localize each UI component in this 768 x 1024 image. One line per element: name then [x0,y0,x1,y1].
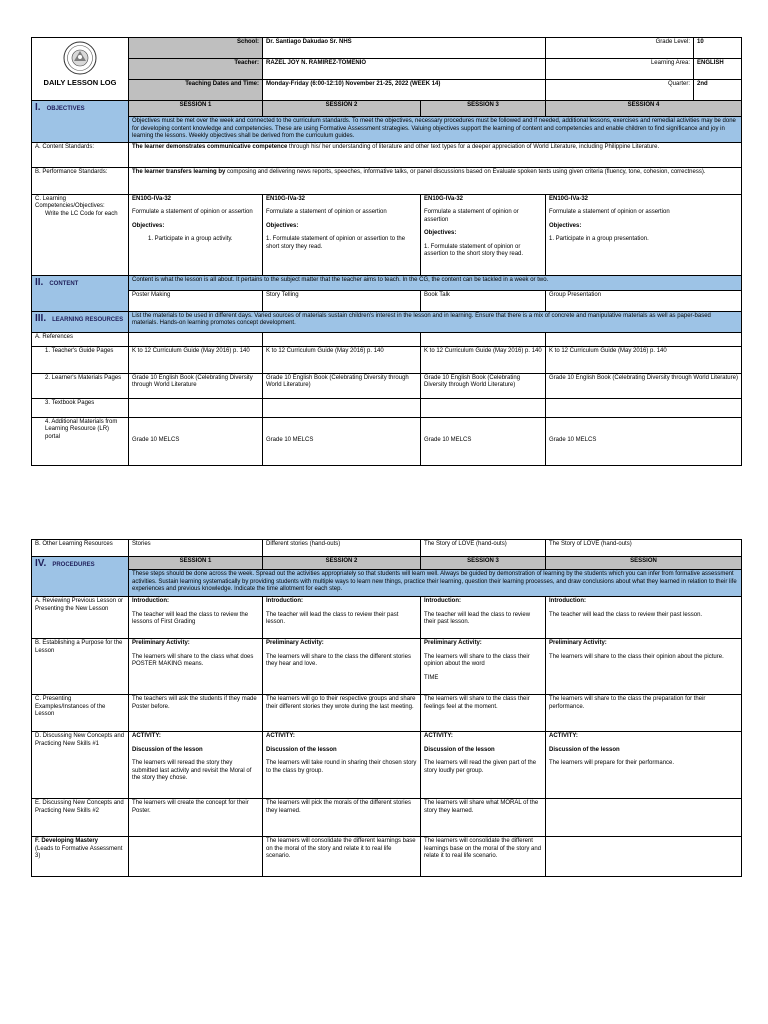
mastery-session-3: The learners will consolidate the different learnings base on the moral of the story and relate it to real life scenario. [421,837,546,877]
teachers-guide-label: 1. Teacher's Guide Pages [32,346,129,373]
session-3-header: SESSION 3 [421,101,546,117]
purpose-session-1: Preliminary Activity: The learners will share to the class what does POSTER MAKING means. [129,639,263,695]
content-session-4: Group Presentation [546,290,742,311]
examples-session-1: The teachers will ask the students if they made Poster before. [129,695,263,732]
discussing-concepts-1-label: D. Discussing New Concepts and Practicing New Skills #1 [32,732,129,799]
grade-level-value: 10 [694,38,742,59]
purpose-session-3: Preliminary Activity: The learners will share to the class their opinion about the word TIME [421,639,546,695]
mastery-session-2: The learners will consolidate the different learnings base on the moral of the story and relate it to real life scenario. [263,837,421,877]
additional-materials-session-1: Grade 10 MELCS [129,417,263,465]
additional-materials-session-2: Grade 10 MELCS [263,417,421,465]
references-label: A. References [32,332,129,346]
session-4-header: SESSION 4 [546,101,742,117]
discussing-concepts-2-label: E. Discussing New Concepts and Practicing New Skills #2 [32,799,129,837]
mastery-session-4 [546,837,742,877]
lesson-log-table-part1 [31,37,742,466]
objectives-heading: I. OBJECTIVES [32,101,129,143]
objectives-note: Objectives must be met over the week and connected to the curriculum standards. To meet the objectives, necessary procedures must be followed and if needed, additional lessons, exercises and remedial activities may be done for developing content knowledge and competencies. These are using Formative Assessment strategies. Valuing objectives support the learning of content and competencies and enable children to find significance and joy in learning the lessons. Weekly objectives shall be derived from the curriculum guides. [129,117,742,143]
discussing-2-session-4 [546,799,742,837]
discussing-1-session-1: ACTIVITY: Discussion of the lesson The learners will reread the story they submitted last activity and revisit the Moral of the story they chose. [129,732,263,799]
competency-session-4: EN10G-IVa-32 Formulate a statement of opinion or assertion Objectives: 1. Participate in a group presentation. [546,194,742,275]
performance-standards-text: The learner transfers learning by composing and delivering news reports, speeches, informative talks, or panel discussions based on Evaluate spoken texts using given criteria (fluency, tone, cohesion, correctness). [129,167,742,194]
examples-session-3: The learners will share to the class their feelings feel at the moment. [421,695,546,732]
textbook-pages-label: 3. Textbook Pages [32,398,129,417]
lesson-log-table-part2 [31,539,742,877]
session-2-header: SESSION 2 [263,101,421,117]
proc-session-3-header: SESSION 3 [421,557,546,570]
purpose-session-2: Preliminary Activity: The learners will share to the class the different stories they hear and love. [263,639,421,695]
content-session-1: Poster Making [129,290,263,311]
teachers-guide-session-4: K to 12 Curriculum Guide (May 2016) p. 140 [546,346,742,373]
developing-mastery-label: F. Developing Mastery (Leads to Formative Assessment 3) [32,837,129,877]
learning-area-value: ENGLISH [694,59,742,80]
other-resources-session-1: Stories [129,540,263,557]
school-label: School: [129,38,263,59]
teachers-guide-session-2: K to 12 Curriculum Guide (May 2016) p. 140 [263,346,421,373]
proc-session-1-header: SESSION 1 [129,557,263,570]
additional-materials-session-4: Grade 10 MELCS [546,417,742,465]
reviewing-lesson-label: A. Reviewing Previous Lesson or Presenting the New Lesson [32,597,129,639]
other-resources-session-4: The Story of LOVE (hand-outs) [546,540,742,557]
procedures-note: These steps should be done across the week. Spread out the activities appropriately so that students will learn well. Always be guided by demonstration of learning by the students which you can infer from formative assessment activities. Sustain learning systematically by providing students with multiple ways to learn new things, practice their learning, question their learning processes, and draw conclusions about what they learned in relation to their life experiences and previous knowledge. Indicate the time allotment for each step. [129,570,742,597]
proc-session-2-header: SESSION 2 [263,557,421,570]
learning-area-label: Learning Area: [546,59,694,80]
teachers-guide-session-1: K to 12 Curriculum Guide (May 2016) p. 140 [129,346,263,373]
other-resources-session-2: Different stories (hand-outs) [263,540,421,557]
learning-resources-note: List the materials to be used in different days. Varied sources of materials sustain children's interest in the lesson and in learning. Ensure that there is a mix of concrete and manipulative materials as well as paper-based materials. Hands-on learning promotes concept development. [129,311,742,332]
proc-session-4-header: SESSION [546,557,742,570]
presenting-examples-label: C. Presenting Examples/Instances of the Lesson [32,695,129,732]
competency-session-1: EN10G-IVa-32 Formulate a statement of opinion or assertion Objectives: 1. Participate in a group activity. [129,194,263,275]
teachers-guide-session-3: K to 12 Curriculum Guide (May 2016) p. 140 [421,346,546,373]
quarter-value: 2nd [694,80,742,101]
content-standards-text: The learner demonstrates communicative competence through his/ her understanding of literature and other text types for a deeper appreciation of World Literature, including Philippine Literature. [129,142,742,167]
competency-session-3: EN10G-IVa-32 Formulate a statement of opinion or assertion Objectives: 1. Formulate statement of opinion or assertion to the short story they read. [421,194,546,275]
learning-resources-heading: III. LEARNING RESOURCES [32,311,129,332]
session-1-header: SESSION 1 [129,101,263,117]
reviewing-session-3: Introduction: The teacher will lead the class to review their past lesson. [421,597,546,639]
school-value: Dr. Santiago Dakudao Sr. NHS [263,38,546,59]
dates-label: Teaching Dates and Time: [129,80,263,101]
content-standards-label: A. Content Standards: [32,142,129,167]
content-session-3: Book Talk [421,290,546,311]
content-session-2: Story Telling [263,290,421,311]
purpose-session-4: Preliminary Activity: The learners will share to the class their opinion about the picture. [546,639,742,695]
examples-session-4: The learners will share to the class the preparation for their performance. [546,695,742,732]
grade-level-label: Grade Level: [546,38,694,59]
learners-materials-session-1: Grade 10 English Book (Celebrating Diversity through World Literature [129,373,263,398]
learners-materials-session-2: Grade 10 English Book (Celebrating Diversity through World Literature) [263,373,421,398]
performance-standards-label: B. Performance Standards: [32,167,129,194]
teacher-label: Teacher: [129,59,263,80]
discussing-1-session-3: ACTIVITY: Discussion of the lesson The learners will read the given part of the story loudly per group. [421,732,546,799]
discussing-2-session-1: The learners will create the concept for their Poster. [129,799,263,837]
dates-value: Monday-Friday (6:00-12:10) November 21-25, 2022 (WEEK 14) [263,80,546,101]
additional-materials-label: 4. Additional Materials from Learning Resource (LR) portal [32,417,129,465]
discussing-2-session-2: The learners will pick the morals of the different stories they learned. [263,799,421,837]
discussing-1-session-4: ACTIVITY: Discussion of the lesson The learners will prepare for their performance. [546,732,742,799]
other-resources-label: B. Other Learning Resources [32,540,129,557]
learners-materials-session-3: Grade 10 English Book (Celebrating Diversity through World Literature) [421,373,546,398]
mastery-session-1 [129,837,263,877]
additional-materials-session-3: Grade 10 MELCS [421,417,546,465]
competency-session-2: EN10G-IVa-32 Formulate a statement of opinion or assertion Objectives: 1. Formulate statement of opinion or assertion to the short story they read. [263,194,421,275]
reviewing-session-4: Introduction: The teacher will lead the class to review their past lesson. [546,597,742,639]
content-heading: II. CONTENT [32,275,129,311]
learners-materials-label: 2. Learner's Materials Pages [32,373,129,398]
daily-lesson-log-title: DAILY LESSON LOG [43,78,117,87]
quarter-label: Quarter: [546,80,694,101]
establishing-purpose-label: B. Establishing a Purpose for the Lesson [32,639,129,695]
discussing-2-session-3: The learners will share what MORAL of the story they learned. [421,799,546,837]
content-note: Content is what the lesson is all about. It pertains to the subject matter that the teacher aims to teach. In the CG, the content can be tackled in a week or two. [129,275,742,290]
header-logo-cell [32,38,129,101]
learners-materials-session-4: Grade 10 English Book (Celebrating Diversity through World Literature) [546,373,742,398]
examples-session-2: The learners will go to their respective groups and share their different stories they wrote during the last meeting. [263,695,421,732]
other-resources-session-3: The Story of LOVE (hand-outs) [421,540,546,557]
reviewing-session-2: Introduction: The teacher will lead the class to review their past lesson. [263,597,421,639]
reviewing-session-1: Introduction: The teacher will lead the class to review the lessons of First Grading [129,597,263,639]
teacher-value: RAZEL JOY N. RAMIREZ-TOMENIO [263,59,546,80]
procedures-heading: IV. PROCEDURES [32,557,129,597]
deped-seal-logo [63,41,97,75]
discussing-1-session-2: ACTIVITY: Discussion of the lesson The learners will take round in sharing their chosen story to the class by group. [263,732,421,799]
competencies-label: C. Learning Competencies/Objectives: Write the LC Code for each [32,194,129,275]
